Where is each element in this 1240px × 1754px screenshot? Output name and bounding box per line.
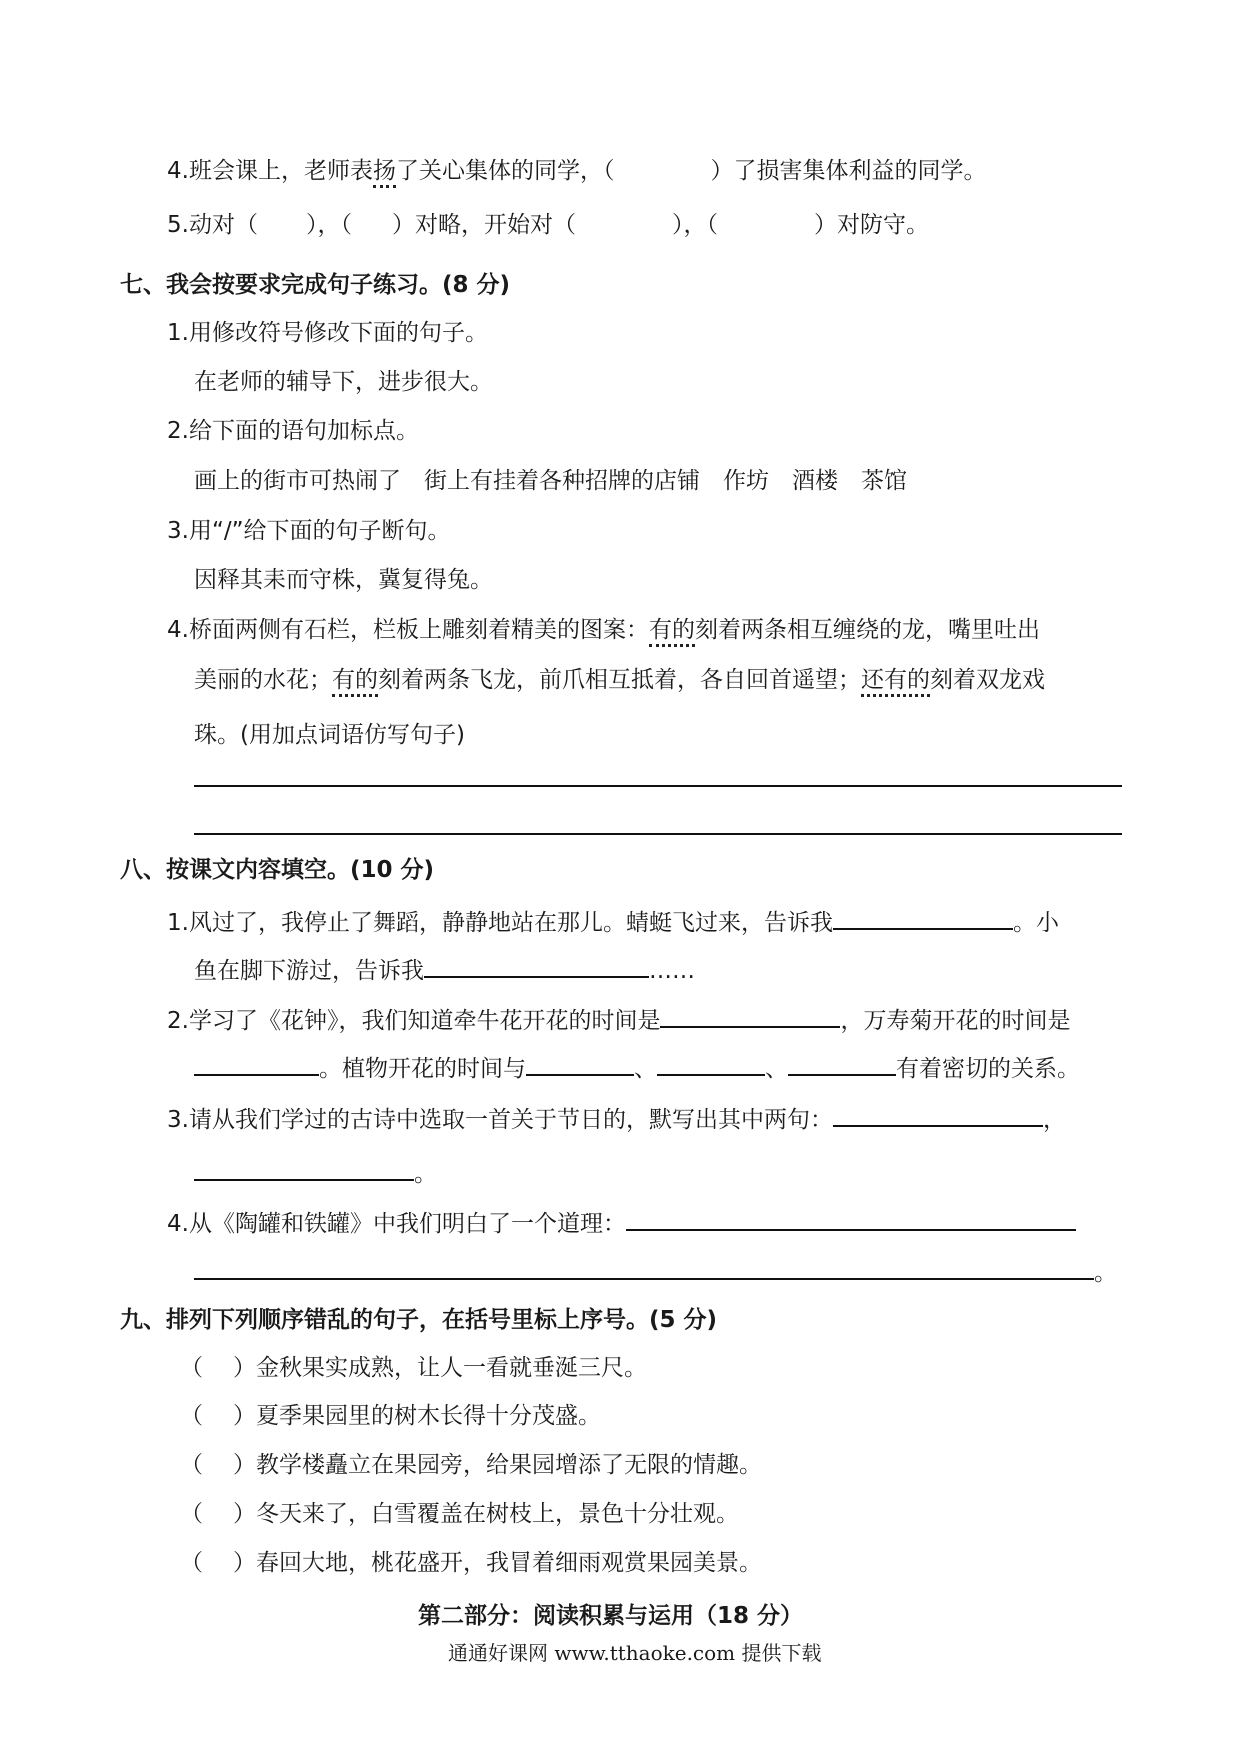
sec8-q1-a: 1.风过了，我停止了舞蹈，静静地站在那儿。蜻蜓飞过来，告诉我 [167,910,833,936]
sec7-q4-l1b-dotted: 有的 [649,617,695,647]
part-two-title: 第二部分：阅读积累与运用（18 分） [418,1603,804,1629]
sec9-item-close-paren: ） [233,1403,256,1429]
sec9-item-open-paren: （ [180,1452,203,1478]
sec8-q1-c: 鱼在脚下游过，告诉我 [194,958,424,984]
sec7-q4-line-2 [194,665,1045,695]
sec8-q1-b: 。小 [1012,910,1059,936]
sec6-q5-a: 5.动对（ [167,212,258,238]
sec6-q4 [167,156,986,186]
sec8-q2-e: 、 [765,1056,788,1082]
sec9-item-close-paren: ） [233,1501,256,1527]
sec8-q3-blank-1[interactable] [833,1103,1043,1127]
sec8-q4-line-2 [194,1256,1117,1288]
answer-line-2[interactable] [194,833,1122,835]
sec7-q2-text: 画上的街市可热闹了 街上有挂着各种招牌的店铺 作坊 酒楼 茶馆 [194,468,907,494]
sec8-q1-blank-1[interactable] [833,906,1013,930]
sec8-q3-line-1 [167,1103,1066,1135]
sec9-item-text: 夏季果园里的树木长得十分茂盛。 [256,1403,601,1429]
sec8-q2-d: 、 [634,1056,657,1082]
sec9-item-open-paren: （ [180,1403,203,1429]
sec8-q1-blank-2[interactable] [424,954,649,978]
sec6-q5-c: ）对略，开始对（ [391,212,576,238]
sec7-q4-l1c: 刻着两条相互缠绕的龙，嘴里吐出 [694,617,1040,643]
sec7-q4-l2e: 刻着双龙戏 [930,667,1045,693]
sec8-q2-a: 2.学习了《花钟》，我们知道牵牛花开花的时间是 [167,1008,661,1034]
sec7-q3-prompt: 3.用“/”给下面的句子断句。 [167,518,451,544]
sec8-q2-line-2 [194,1052,1080,1084]
sec8-q3-line-2 [194,1157,437,1189]
sec7-q1-prompt: 1.用修改符号修改下面的句子。 [167,320,488,346]
sec8-q4-b: 。 [1094,1260,1117,1286]
sec8-q4-line-1 [167,1207,1076,1239]
sec8-q2-blank-1[interactable] [660,1004,840,1028]
sec8-q2-blank-2[interactable] [194,1052,319,1076]
sec7-q4-l2b-dotted: 有的 [332,667,378,697]
sec7-q2-prompt: 2.给下面的语句加标点。 [167,418,419,444]
sec8-q3-blank-2[interactable] [194,1157,414,1181]
sec9-item-text: 冬天来了，白雪覆盖在树枝上，景色十分壮观。 [256,1501,739,1527]
sec9-title: 九、排列下列顺序错乱的句子，在括号里标上序号。(5 分) [120,1307,718,1333]
sec6-q5-d: ），（ [671,212,718,238]
sec8-q3-a: 3.请从我们学过的古诗中选取一首关于节日的，默写出其中两句： [167,1107,833,1133]
sec7-title: 七、我会按要求完成句子练习。(8 分) [120,272,511,298]
sec9-item-text: 春回大地，桃花盛开，我冒着细雨观赏果园美景。 [256,1550,762,1576]
sec9-item [180,1401,601,1431]
sec9-item [180,1353,647,1383]
sec7-q4-l2c: 刻着两条飞龙，前爪相互抵着，各自回首遥望； [378,667,861,693]
sec9-item-open-paren: （ [180,1355,203,1381]
sec6-q5-e: ）对防守。 [813,212,929,238]
sec9-item-close-paren: ） [233,1452,256,1478]
sec8-q2-blank-5[interactable] [788,1052,896,1076]
sec7-q1-text: 在老师的辅导下，进步很大。 [194,369,493,395]
sec9-item [180,1548,762,1578]
sec8-q2-line-1 [167,1004,1070,1036]
sec8-q2-c: 。植物开花的时间与 [319,1056,526,1082]
sec7-q3-text: 因释其耒而守株，冀复得兔。 [194,567,493,593]
sec6-q4-mid: 了关心集体的同学，（ [395,158,615,184]
source-footer: 通通好课网 www.tthaoke.com 提供下载 [448,1641,822,1665]
sec9-item-text: 教学楼矗立在果园旁，给果园增添了无限的情趣。 [256,1452,762,1478]
sec7-q4-l2a: 美丽的水花； [194,667,332,693]
sec6-q4-dotted: 扬 [373,158,396,188]
sec9-item-close-paren: ） [233,1355,256,1381]
sec8-q4-blank-2[interactable] [194,1256,1094,1280]
sec8-q2-blank-4[interactable] [657,1052,765,1076]
sec9-item-open-paren: （ [180,1501,203,1527]
sec7-q4-line-1 [167,615,1040,645]
sec8-q3-c: 。 [414,1161,437,1187]
sec7-q4-l1a: 4.桥面两侧有石栏，栏板上雕刻着精美的图案： [167,617,649,643]
sec8-q3-b: ， [1042,1107,1066,1133]
answer-line-1[interactable] [194,785,1122,787]
sec7-q4-l2d-dotted: 还有的 [861,667,930,697]
sec8-q1-line-2 [194,954,695,986]
sec9-item [180,1450,762,1480]
sec8-q2-f: 有着密切的关系。 [896,1056,1080,1082]
sec6-q5 [167,210,929,240]
sec8-q2-blank-3[interactable] [526,1052,634,1076]
sec6-q4-post: ）了损害集体利益的同学。 [710,158,987,184]
sec6-q5-b: ），（ [305,212,352,238]
sec9-item-text: 金秋果实成熟，让人一看就垂涎三尺。 [256,1355,647,1381]
sec8-q1-line-1 [167,906,1059,938]
sec9-item-close-paren: ） [233,1550,256,1576]
sec8-title: 八、按课文内容填空。(10 分) [120,857,435,883]
sec6-q4-pre: 4.班会课上，老师表 [167,158,373,184]
sec9-item-open-paren: （ [180,1550,203,1576]
sec8-q2-b: ，万寿菊开花的时间是 [840,1008,1071,1034]
sec7-q4-line-3: 珠。(用加点词语仿写句子) [194,722,465,748]
sec8-q4-a: 4.从《陶罐和铁罐》中我们明白了一个道理： [167,1211,626,1237]
sec9-item [180,1499,739,1529]
sec8-q4-blank-1[interactable] [626,1207,1076,1231]
sec8-q1-d: …… [649,958,695,984]
